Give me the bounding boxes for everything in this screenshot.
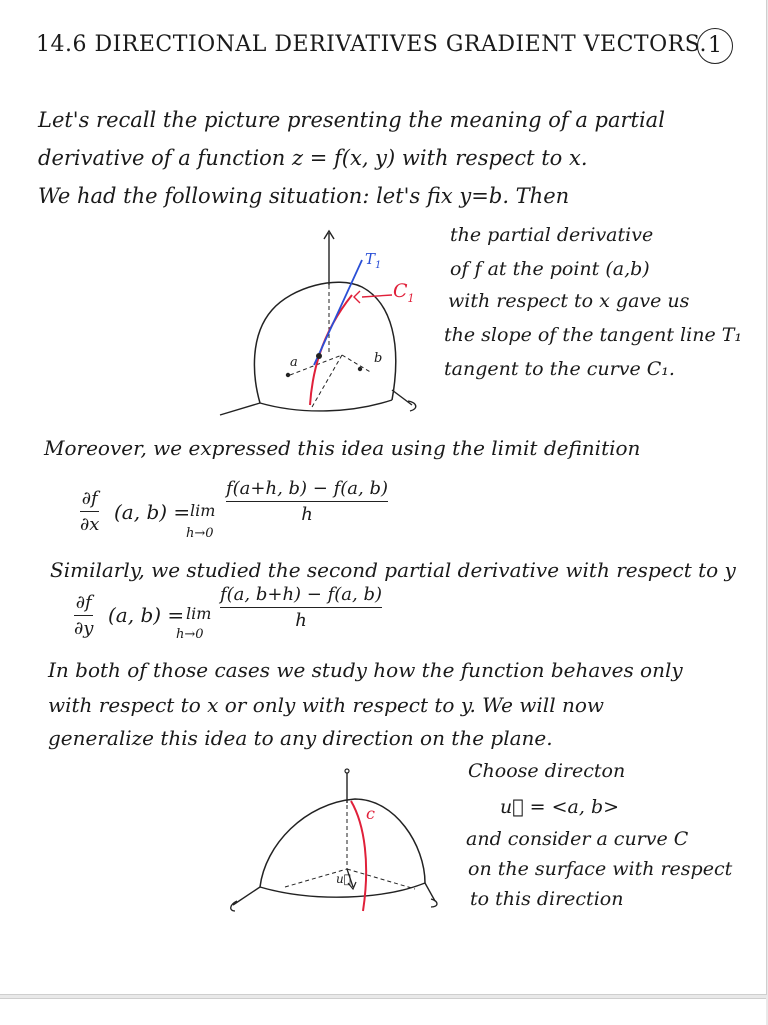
- generalize-line-2: with respect to x or only with respect to y. We will now: [48, 693, 604, 717]
- x-axis: [220, 403, 260, 415]
- moreover-text: Moreover, we expressed this idea using the limit definition: [44, 436, 641, 460]
- page-number-badge: 1: [697, 28, 733, 64]
- formula-x-lim-sub: h→0: [186, 526, 214, 541]
- point-a-dot: [286, 373, 290, 377]
- surface-base: [260, 400, 392, 411]
- intro-line-3: We had the following situation: let's fix y=b. Then: [38, 184, 570, 208]
- fig1-text-4: the slope of the tangent line T₁: [444, 324, 743, 346]
- tangent-point: [316, 353, 322, 359]
- formula-x-lim: lim: [190, 501, 216, 520]
- formula-y-lim: lim: [186, 604, 212, 623]
- formula-y-lim-sub: h→0: [176, 627, 204, 642]
- point-a-label: a: [290, 355, 298, 370]
- generalize-line-3: generalize this idea to any direction on the plane.: [48, 726, 553, 750]
- curve-c: [351, 801, 366, 911]
- guide-2b: [347, 869, 415, 889]
- vector-u-label: u⃗: [336, 872, 351, 886]
- fig1-text-1: the partial derivative: [450, 224, 654, 246]
- formula-x-lhs: ∂f ∂x: [80, 488, 100, 535]
- tangent-line-t1: [314, 260, 362, 365]
- similarly-text: Similarly, we studied the second partial derivative with respect to y: [50, 558, 736, 582]
- formula-y-point: (a, b) =: [108, 603, 185, 627]
- generalize-line-1: In both of those cases we study how the function behaves only: [48, 658, 683, 682]
- next-page-edge: [0, 998, 766, 1025]
- curve-label: $C_1$: [393, 280, 415, 305]
- figure-partial-derivative-sketch: [212, 225, 442, 425]
- fig1-text-5: tangent to the curve C₁.: [444, 358, 675, 380]
- fig1-text-2: of f at the point (a,b): [450, 258, 650, 280]
- y-axis-2: [425, 883, 435, 901]
- page-title: 14.6 DIRECTIONAL DERIVATIVES GRADIENT VECTORS.: [36, 32, 707, 57]
- curve-c-label: c: [366, 804, 375, 823]
- fig2-text-1: Choose directon: [468, 760, 626, 782]
- x-axis-2: [233, 887, 260, 905]
- tangent-label: $T_1$: [365, 250, 382, 271]
- fig2-text-5: to this direction: [470, 888, 624, 910]
- figure-directional-sketch: [225, 765, 455, 915]
- formula-x-rhs: f(a+h, b) − f(a, b) h: [226, 478, 389, 525]
- fig2-text-3: and consider a curve C: [466, 828, 689, 850]
- y-axis-2-hook: [431, 899, 437, 907]
- fig1-text-3: with respect to x gave us: [448, 290, 690, 312]
- formula-x-point: (a, b) =: [114, 500, 191, 524]
- formula-y-rhs: f(a, b+h) − f(a, b) h: [220, 584, 383, 631]
- point-b-dot: [358, 367, 362, 371]
- fig2-text-2: u⃗ = <a, b>: [500, 796, 620, 818]
- guide-b: [342, 355, 372, 373]
- intro-line-1: Let's recall the picture presenting the meaning of a partial: [38, 108, 665, 132]
- fig2-text-4: on the surface with respect: [468, 858, 733, 880]
- point-b-label: b: [374, 351, 383, 366]
- formula-y-lhs: ∂f ∂y: [74, 592, 94, 639]
- z-axis-2-top: [345, 769, 349, 773]
- curve-c1: [310, 295, 352, 405]
- intro-line-2: derivative of a function z = f(x, y) with respect to x.: [38, 146, 588, 170]
- curve-c1-pointer-arrow: [354, 291, 360, 303]
- curve-c1-pointer: [362, 295, 392, 297]
- y-axis: [392, 390, 412, 405]
